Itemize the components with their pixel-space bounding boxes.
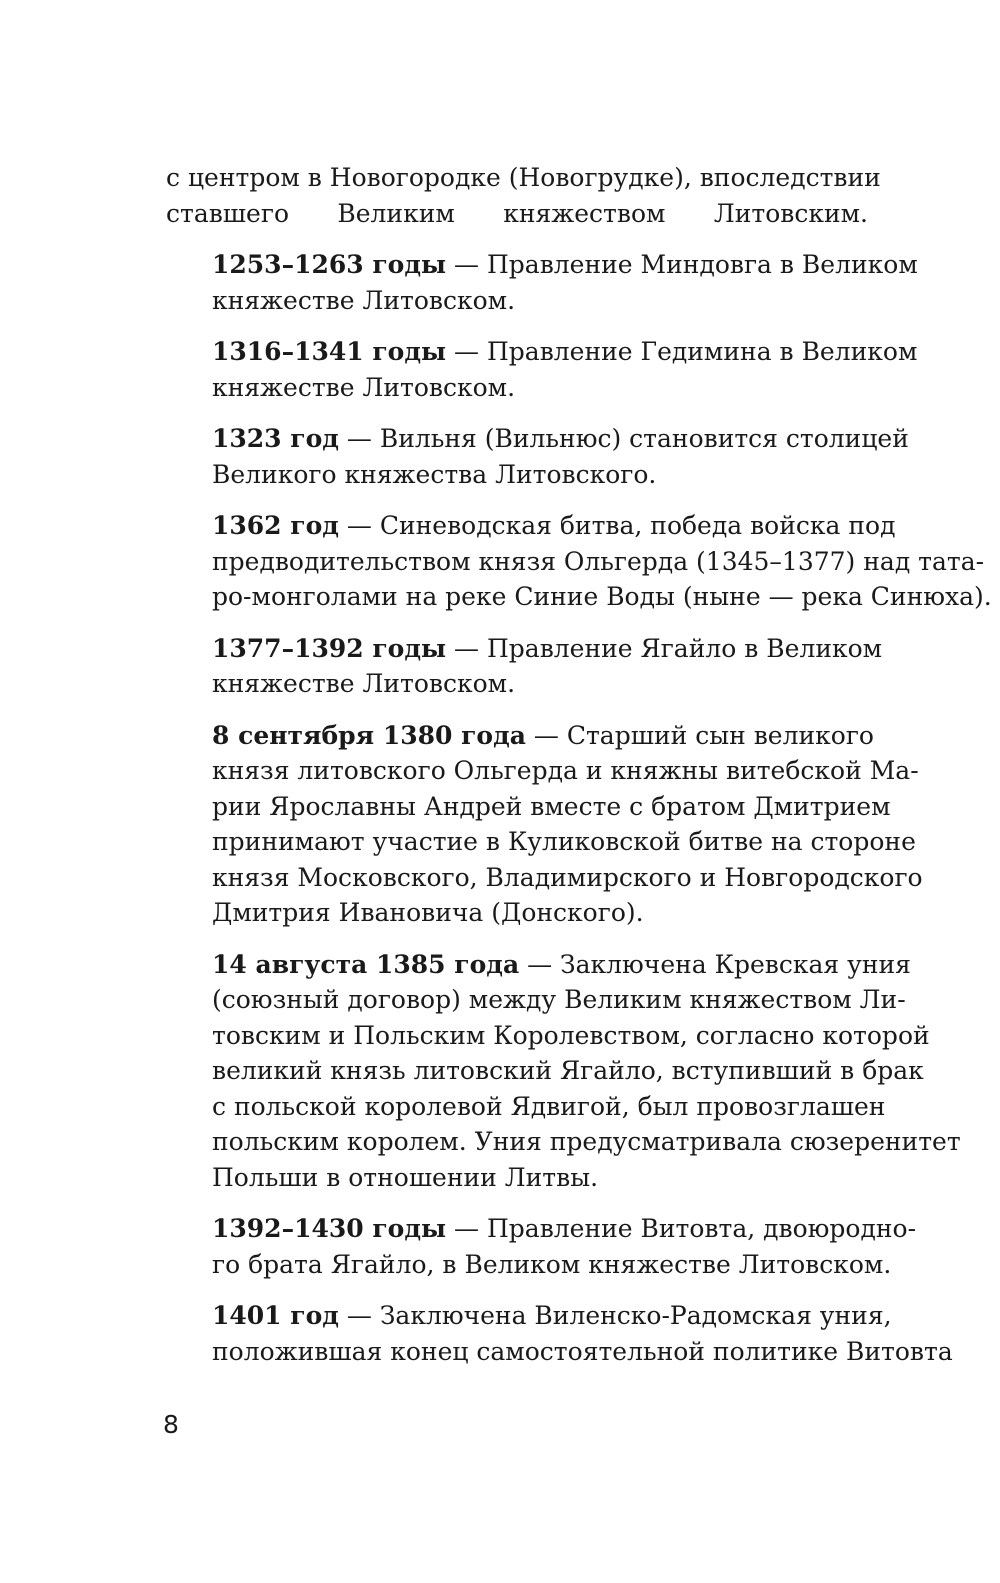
paragraph-continuation: [166, 160, 881, 231]
text-line: рии Ярославны Андрей вместе с братом Дмитрием: [212, 791, 891, 821]
entry-date: 1392–1430 годы: [212, 1214, 447, 1243]
entry-date: 1362 год: [212, 511, 339, 540]
entry-date: 1323 год: [212, 424, 339, 453]
entry-date: 8 сентября 1380 года: [212, 720, 526, 750]
entry-text: — Старший сын великого: [525, 720, 874, 750]
text-line: [166, 1211, 917, 1247]
entry-date: 1377–1392 годы: [212, 633, 447, 663]
chronology-entry-1253: [166, 247, 918, 318]
text-line: ставшего Великим княжеством Литовским.: [166, 198, 868, 228]
chronology-entry-1401: [166, 1298, 953, 1369]
text-line: положившая конец самостоятельной политике Витовта: [212, 1336, 953, 1366]
chronology-entry-1380: [166, 718, 923, 931]
text-line: великий князь литовский Ягайло, вступивший в брак: [212, 1056, 924, 1085]
entry-text: — Заключена Виленско-Радомская уния,: [338, 1301, 892, 1330]
text-line: ро-монголами на реке Синие Воды (ныне — река Синюха).: [212, 582, 992, 611]
chronology-entry-1316: [166, 334, 918, 405]
text-line: [166, 421, 909, 457]
text-line: польским королем. Уния предусматривала сюзеренитет: [212, 1127, 961, 1156]
text-line: [166, 247, 918, 283]
text-line: Дмитрия Ивановича (Донского).: [212, 898, 644, 927]
entry-text: — Заключена Кревская уния: [519, 949, 911, 979]
text-line: [166, 1298, 892, 1334]
text-line: принимают участие в Куликовской битве на стороне: [212, 827, 916, 856]
text-line: предводительством князя Ольгерда (1345–1377) над тата-: [212, 546, 985, 576]
page-number: 8: [163, 1410, 179, 1439]
chronology-entry-1323: [166, 421, 909, 492]
text-line: княжестве Литовском.: [212, 669, 516, 698]
text-line: с центром в Новогородке (Новогрудке), впоследствии: [166, 163, 881, 192]
text-line: Польши в отношении Литвы.: [212, 1162, 599, 1192]
entry-date: 1316–1341 годы: [212, 337, 447, 366]
chronology-entry-1385: [166, 947, 961, 1196]
entry-text: — Правление Гедимина в Великом: [446, 337, 918, 366]
page-body: [166, 160, 992, 1385]
text-line: [166, 334, 918, 370]
entry-text: — Вильня (Вильнюс) становится столицей: [338, 424, 909, 453]
text-line: го брата Ягайло, в Великом княжестве Литовском.: [212, 1249, 892, 1279]
text-line: [166, 947, 911, 983]
text-line: товским и Польским Королевством, согласно которой: [212, 1020, 930, 1050]
entry-date: 1253–1263 годы: [212, 250, 447, 279]
chronology-entry-1362: [166, 508, 992, 615]
text-line: [166, 718, 874, 754]
entry-date: 1401 год: [212, 1301, 339, 1330]
text-line: Великого княжества Литовского.: [212, 459, 657, 489]
entry-text: — Правление Ягайло в Великом: [446, 633, 883, 663]
text-line: князя Московского, Владимирского и Новгородского: [212, 862, 923, 892]
text-line: княжестве Литовском.: [212, 285, 516, 315]
text-line: князя литовского Ольгерда и княжны витебской Ма-: [212, 756, 919, 785]
entry-text: — Правление Витовта, двоюродно-: [446, 1214, 917, 1243]
text-line: княжестве Литовском.: [212, 372, 516, 402]
text-line: (союзный договор) между Великим княжеством Ли-: [212, 985, 906, 1014]
entry-text: — Правление Миндовга в Великом: [446, 250, 918, 279]
text-line: [166, 631, 883, 667]
chronology-entry-1392: [166, 1211, 917, 1282]
text-line: с польской королевой Ядвигой, был провозглашен: [212, 1091, 886, 1121]
entry-text: — Синеводская битва, победа войска под: [338, 511, 896, 540]
entry-date: 14 августа 1385 года: [212, 949, 520, 979]
chronology-entry-1377: [166, 631, 883, 702]
text-line: [166, 508, 896, 544]
